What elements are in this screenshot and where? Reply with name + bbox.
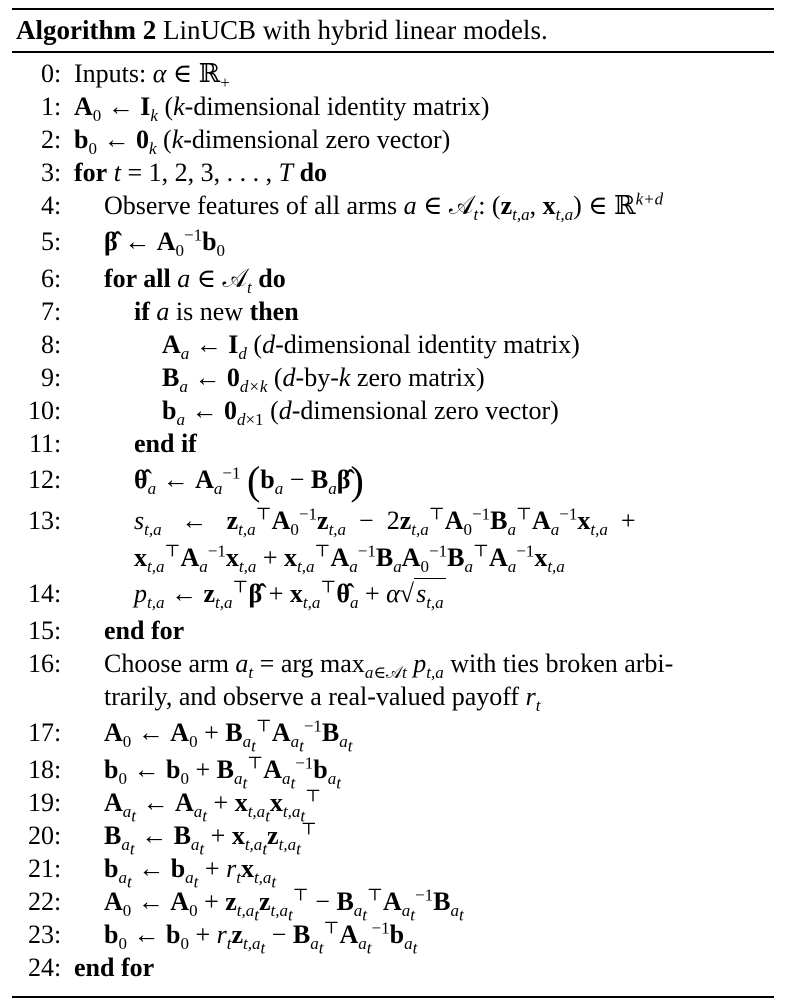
algorithm-line: 16 : Choose arm $a_t$ = arg $\max_{a\in 𝒜t} p_{t,a}$ with ties broken arbi- [12, 647, 774, 680]
line-number: 4 [41, 190, 54, 220]
line-text: β̂ ← $A_0^{-1}b_0$ [104, 224, 226, 260]
line-number: 23 [28, 919, 54, 949]
top-rule [12, 8, 774, 10]
line-number: 14 [28, 578, 54, 608]
line-number: 2 [41, 124, 54, 154]
bottom-rule [12, 996, 774, 998]
line-text: Inputs: α ∈ ℝ$_+$ [74, 58, 230, 92]
algorithm-box [12, 8, 774, 984]
algorithm-line: 12 : $\thetâ_a$ ← $A_a^{-1}$ ($b_a$ − $B_a\betâ$) [12, 460, 774, 501]
algorithm-line: 14 : $p_{t,a}$ ← $z_{t,a}^⊤\betâ$ + $x_{t,a}^⊤\thetâ_a + \alpha√s_{t,a}$ [12, 574, 774, 614]
line-number: 1 [41, 91, 54, 121]
line-text: $s_{t,a}$ ← $z_{t,a}^⊤A_0^{-1}z_{t,a} - 2z_{t,a}^⊤A_0^{-1}B_a^⊤A_a^{-1}x_{t,a}$ + [134, 503, 636, 539]
line-text: end for [104, 615, 185, 645]
line-continuation: $x_{t,a}^⊤A_a^{-1}x_{t,a} + x_{t,a}^⊤A_a^{-1}B_aA_0^{-1}B_a^⊤A_a^{-1}x_{t,a}$ [134, 540, 565, 576]
line-text: end for [74, 952, 155, 982]
line-number: 18 [28, 754, 54, 784]
algorithm-line: 2 : $b_0$ ← $0_k$ (k-dimensional zero vector) [12, 123, 774, 156]
line-text: Observe features of all arms a ∈ 𝒜$_t$: ($z_{t,a}$, $x_{t,a}$) ∈ ℝ$^{k+d}$ [104, 188, 664, 224]
line-continuation: trarily, and observe a real-valued payoff $r_t$ [104, 681, 541, 715]
line-text: $b_0$ ← $0_k$ (k-dimensional zero vector) [74, 124, 451, 158]
line-text: $b_a$ ← $0_{d\times 1}$ (d-dimensional zero vector) [162, 395, 559, 429]
line-number: 10 [28, 395, 54, 425]
line-number: 9 [41, 362, 54, 392]
line-number: 8 [41, 329, 54, 359]
algorithm-line: 1 : $A_0$ ← $I_k$ (k-dimensional identity matrix) [12, 90, 774, 123]
line-number: 11 [28, 428, 54, 458]
algorithm-line: 11 : end if [12, 427, 774, 460]
algorithm-line: 23 : $b_0$ ← $b_0 + r_tz_{t,a_t} - B_{a_t}^⊤A_{a_t}^{-1}b_{a_t}$ [12, 918, 774, 951]
algorithm-line: 4 : Observe features of all arms a ∈ 𝒜$_t$: ($z_{t,a}$, $x_{t,a}$) ∈ ℝ$^{k+d}$ [12, 189, 774, 222]
line-text: $\thetâ_a$ ← $A_a^{-1}$ ($b_a$ − $B_a\betâ$) [134, 457, 364, 503]
line-number: 24 [28, 952, 54, 982]
line-number: 16 [28, 648, 54, 678]
algorithm-line: 10 : $b_a$ ← $0_{d\times 1}$ (d-dimensional zero vector) [12, 394, 774, 427]
line-number: 15 [28, 615, 54, 645]
line-number: 6 [41, 263, 54, 293]
algorithm-line: 18 : $b_0$ ← $b_0 + B_{a_t}^⊤A_{a_t}^{-1}b_{a_t}$ [12, 753, 774, 786]
line-text: $b_0$ ← $b_0 + B_{a_t}^⊤A_{a_t}^{-1}b_{a_t}$ [104, 752, 341, 793]
algorithm-caption [12, 14, 774, 46]
algorithm-line: 22 : $A_0$ ← $A_0 + z_{t,a_t}z_{t,a_t}^⊤ - B_{a_t}^⊤A_{a_t}^{-1}B_{a_t}$ [12, 885, 774, 918]
line-text: $b_0$ ← $b_0 + r_tz_{t,a_t} - B_{a_t}^⊤A_{a_t}^{-1}b_{a_t}$ [104, 917, 418, 958]
line-number: 20 [28, 820, 54, 850]
line-number: 19 [28, 787, 54, 817]
line-text: if a is new then [134, 296, 299, 326]
algorithm-line: 3 : for t = 1, 2, 3, . . . , T do [12, 156, 774, 189]
line-text: $B_a$ ← $0_{d\times k}$ (d-by-k zero matrix) [162, 362, 485, 396]
algorithm-line: 8 : $A_a$ ← $I_d$ (d-dimensional identity matrix) [12, 328, 774, 361]
line-text: $B_{a_t}$ ← $B_{a_t} + x_{t,a_t}z_{t,a_t}^⊤$ [104, 818, 317, 859]
line-text: $b_{a_t}$ ← $b_{a_t} + r_tx_{t,a_t}$ [104, 853, 277, 892]
line-text: $A_0$ ← $A_0 + B_{a_t}^⊤A_{a_t}^{-1}B_{a_t}$ [104, 715, 353, 756]
line-number: 7 [41, 296, 54, 326]
algorithm-line: 24 : end for [12, 951, 774, 984]
algorithm-line: 13 : $s_{t,a}$ ← $z_{t,a}^⊤A_0^{-1}z_{t,a} - 2z_{t,a}^⊤A_0^{-1}B_a^⊤A_a^{-1}x_{t,a}$ + [12, 501, 774, 541]
algorithm-line: 17 : $A_0$ ← $A_0 + B_{a_t}^⊤A_{a_t}^{-1}B_{a_t}$ [12, 713, 774, 753]
algorithm-line: 6 : for all a ∈ 𝒜$_t$ do [12, 262, 774, 295]
algorithm-line: 5 : β̂ ← $A_0^{-1}b_0$ [12, 222, 774, 262]
line-number: 22 [28, 886, 54, 916]
algorithm-line: 0 : Inputs: α ∈ ℝ$_+$ [12, 57, 774, 90]
line-number: 3 [41, 157, 54, 187]
algorithm-line: 15 : end for [12, 614, 774, 647]
caption-rule [12, 51, 774, 53]
line-number: 17 [28, 717, 54, 747]
algorithm-line: 19 : $A_{a_t}$ ← $A_{a_t} + x_{t,a_t}x_{t,a_t}^⊤$ [12, 786, 774, 819]
line-number: 0 [41, 58, 54, 88]
line-text: $A_0$ ← $I_k$ (k-dimensional identity matrix) [74, 91, 490, 125]
line-text: for all a ∈ 𝒜$_t$ do [104, 263, 286, 297]
line-text: $p_{t,a}$ ← $z_{t,a}^⊤\betâ$ + $x_{t,a}^⊤\thetâ_a + \alpha√s_{t,a}$ [134, 576, 444, 612]
line-text: $A_a$ ← $I_d$ (d-dimensional identity matrix) [162, 329, 580, 363]
line-number: 21 [28, 853, 54, 883]
caption-title: LinUCB with hybrid linear models. [162, 15, 548, 45]
line-text: for t = 1, 2, 3, . . . , T do [74, 157, 328, 187]
line-number: 12 [28, 464, 54, 494]
algorithm-line: 21 : $b_{a_t}$ ← $b_{a_t} + r_tx_{t,a_t}$ [12, 852, 774, 885]
line-number: 5 [41, 226, 54, 256]
algorithm-line: 9 : $B_a$ ← $0_{d\times k}$ (d-by-k zero matrix) [12, 361, 774, 394]
line-text: Choose arm $a_t$ = arg $\max_{a\in 𝒜t} p_{t,a}$ with ties broken arbi- [104, 648, 674, 682]
line-text: $A_{a_t}$ ← $A_{a_t} + x_{t,a_t}x_{t,a_t}^⊤$ [104, 785, 322, 826]
line-number: 13 [28, 505, 54, 535]
caption-label: Algorithm 2 [16, 15, 157, 45]
line-text: $A_0$ ← $A_0 + z_{t,a_t}z_{t,a_t}^⊤ - B_{a_t}^⊤A_{a_t}^{-1}B_{a_t}$ [104, 884, 464, 925]
algorithm-line: 7 : if a is new then [12, 295, 774, 328]
algorithm-line: 20 : $B_{a_t}$ ← $B_{a_t} + x_{t,a_t}z_{t,a_t}^⊤$ [12, 819, 774, 852]
line-text: end if [134, 428, 197, 458]
